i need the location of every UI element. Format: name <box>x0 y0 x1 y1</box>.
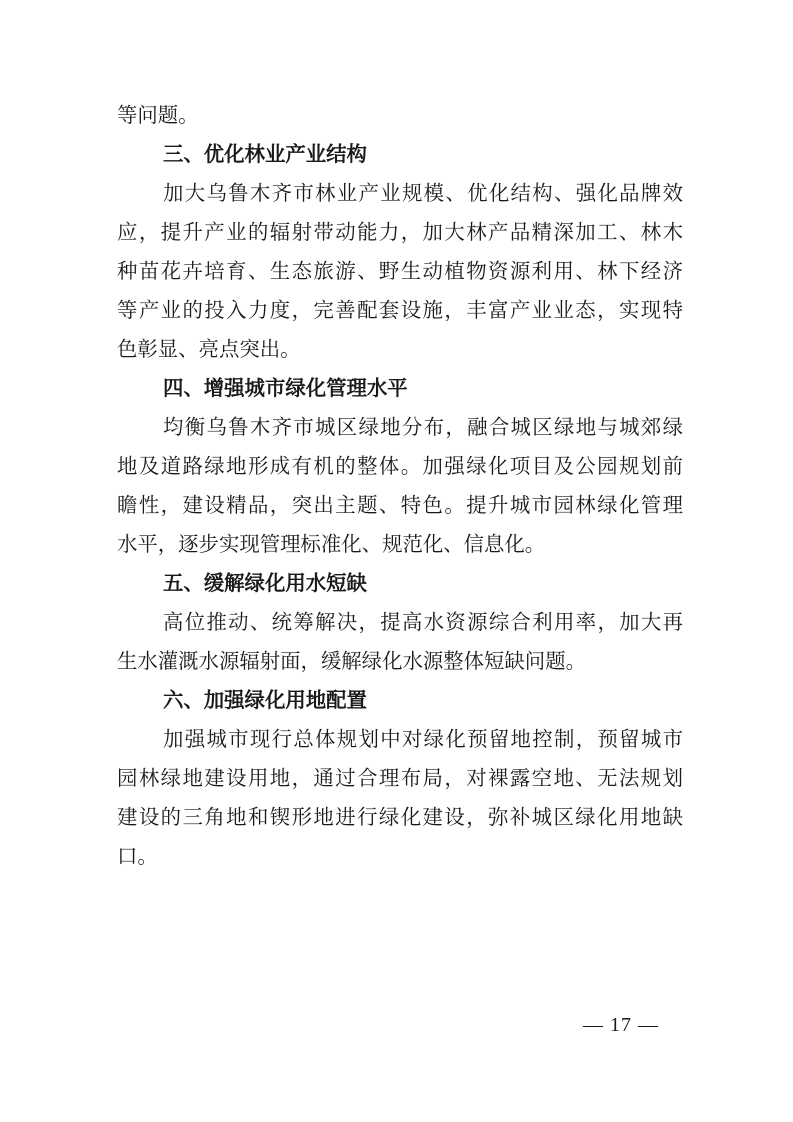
paragraph-line: 等问题。 <box>117 103 199 127</box>
paragraph-line: 加大乌鲁木齐市林业产业规模、优化结构、强化品牌效 <box>163 181 683 205</box>
page-number: — 17 — <box>583 1014 659 1036</box>
section-heading: 四、增强城市绿化管理水平 <box>163 376 408 400</box>
section-heading: 三、优化林业产业结构 <box>163 142 367 166</box>
paragraph-line: 应，提升产业的辐射带动能力，加大林产品精深加工、林木 <box>117 220 683 244</box>
paragraph-line: 均衡乌鲁木齐市城区绿地分布，融合城区绿地与城郊绿 <box>163 415 683 439</box>
paragraph-line: 口。 <box>117 844 158 868</box>
paragraph-line: 等产业的投入力度，完善配套设施，丰富产业业态，实现特 <box>117 298 683 322</box>
paragraph-line: 生水灌溉水源辐射面，缓解绿化水源整体短缺问题。 <box>117 649 586 673</box>
paragraph-line: 瞻性，建设精品，突出主题、特色。提升城市园林绿化管理 <box>117 493 683 517</box>
paragraph-line: 地及道路绿地形成有机的整体。加强绿化项目及公园规划前 <box>117 454 683 478</box>
paragraph-line: 高位推动、统筹解决，提高水资源综合利用率，加大再 <box>163 610 683 634</box>
section-heading: 六、加强绿化用地配置 <box>163 688 367 712</box>
page-body <box>117 96 683 876</box>
paragraph-line: 加强城市现行总体规划中对绿化预留地控制，预留城市 <box>163 727 683 751</box>
paragraph-line: 色彰显、亮点突出。 <box>117 337 301 361</box>
paragraph-line: 园林绿地建设用地，通过合理布局，对裸露空地、无法规划 <box>117 766 683 790</box>
paragraph-line: 建设的三角地和锲形地进行绿化建设，弥补城区绿化用地缺 <box>117 805 683 829</box>
paragraph-line: 种苗花卉培育、生态旅游、野生动植物资源利用、林下经济 <box>117 259 683 283</box>
paragraph-line: 水平，逐步实现管理标准化、规范化、信息化。 <box>117 532 546 556</box>
section-heading: 五、缓解绿化用水短缺 <box>163 571 367 595</box>
